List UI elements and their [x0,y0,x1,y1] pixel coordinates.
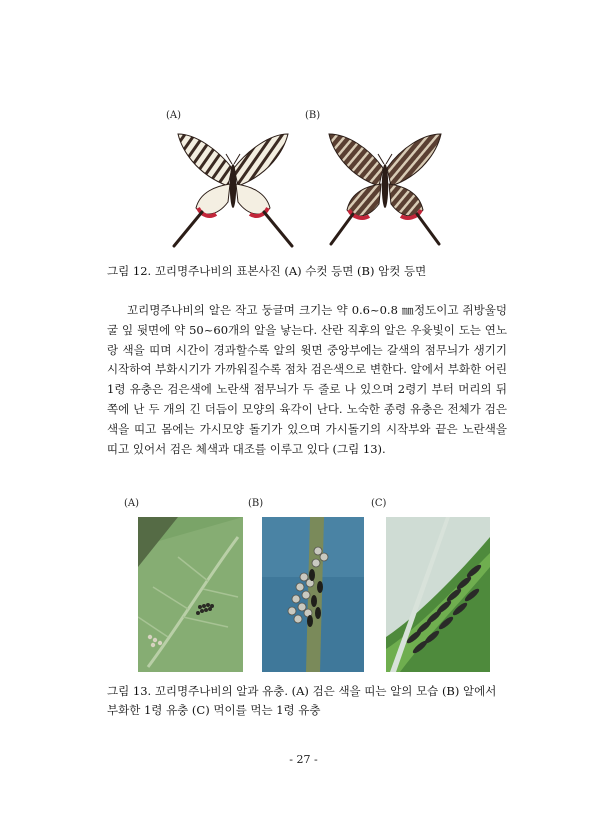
female-butterfly-image [323,128,447,250]
figure13-caption-line1: 그림 13. 꼬리명주나비의 알과 유충. (A) 검은 색을 띠는 알의 모습 (B) 알에서 [107,684,497,698]
figure12-label-a: (A) [166,110,182,121]
figure13-caption-line2: 부화한 1령 유충 (C) 먹이를 먹는 1령 유충 [107,703,321,717]
feeding-larvae-photo [386,517,490,672]
figure13-label-c: (C) [371,498,387,509]
figure12-label-b: (B) [305,110,321,121]
figure13-caption [107,682,527,720]
figure13-label-b: (B) [248,498,264,509]
eggs-on-leaf-photo [138,517,243,672]
body-paragraph [107,301,507,459]
hatched-larvae-photo [262,517,364,672]
figure12-caption: 그림 12. 꼬리명주나비의 표본사진 (A) 수컷 등면 (B) 암컷 등면 [107,264,427,278]
page-number: - 27 - [289,753,318,766]
figure13-label-a: (A) [124,498,140,509]
male-butterfly-image [168,128,298,250]
body-paragraph-text: 꼬리명주나비의 알은 작고 둥글며 크기는 약 0.6~0.8 ㎜정도이고 쥐방울덩굴 잎 뒷면에 약 50~60개의 알을 낳는다. 산란 직후의 알은 우윳빛이 도는 연노랑 색을 띠며 시간이 경과할수록 알의 윗면 중앙부에는 갈색의 점무늬가 생기기 시작하여 부화시기가 가까워질수록 점차 검은색으로 변한다. 알에서 부화한 어린 1령 유충은 검은색에 노란색 점무늬가 두 줄로 나 있으며 2령기 부터 머리의 뒤쪽에 난 두 개의 긴 더듬이 모양의 육각이 난다. 노숙한 종령 유충은 전체가 검은색을 띠고 몸에는 가시모양 돌기가 있으며 가시돌기의 시작부와 끝은 노란색을 띠고 있어서 검은 체색과 대조를 이루고 있다 (그림 13). [107,303,507,456]
